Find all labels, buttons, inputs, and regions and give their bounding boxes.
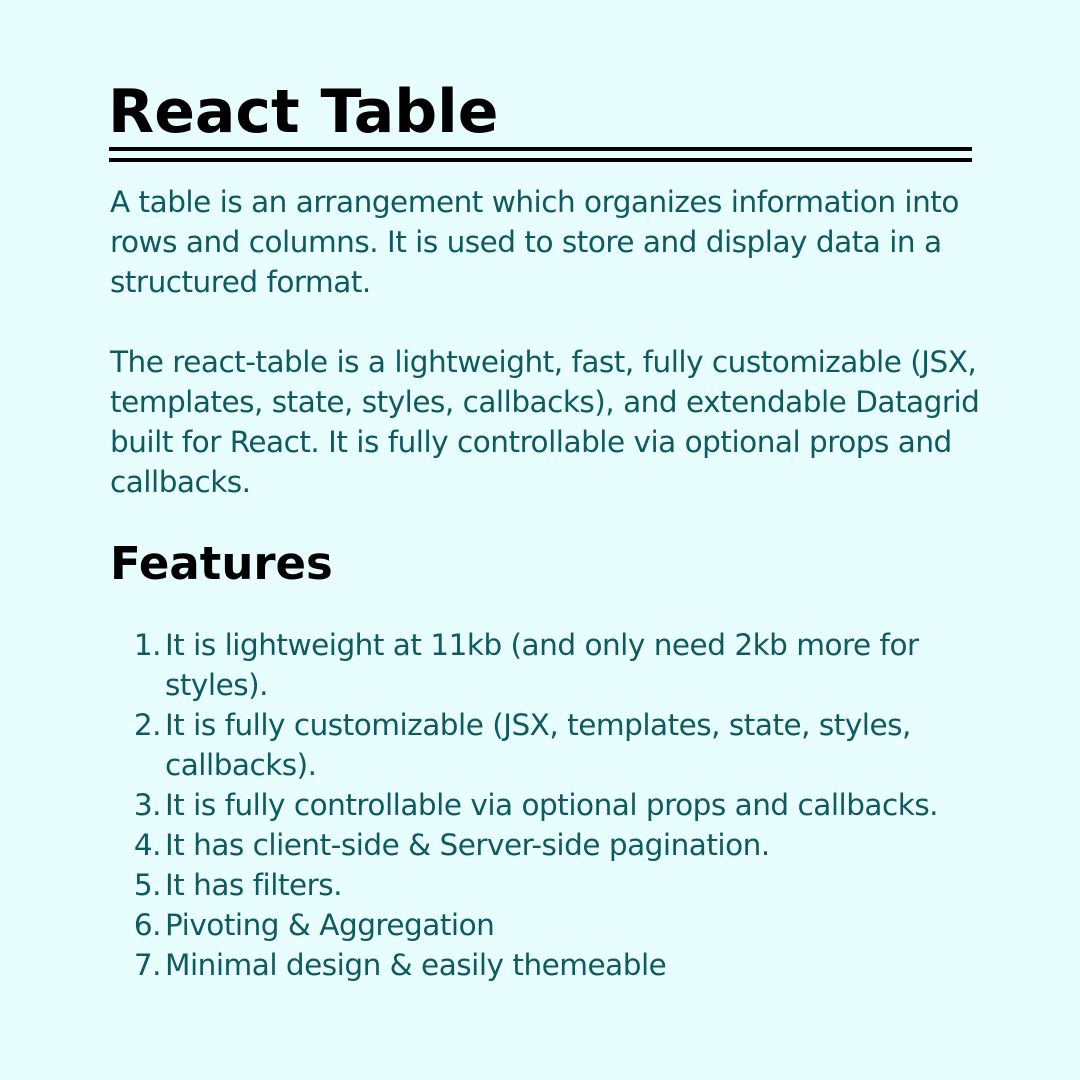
features-heading: Features — [110, 537, 333, 590]
page-title: React Table — [108, 77, 499, 147]
feature-item-7 — [110, 945, 940, 985]
feature-number: 1. — [133, 628, 161, 662]
feature-item-4 — [110, 825, 940, 865]
intro-paragraph-table-definition: A table is an arrangement which organizes information into rows and columns. It is used to store and display data in a structured format. — [110, 185, 959, 299]
feature-text: Pivoting & Aggregation — [165, 908, 495, 942]
feature-number: 3. — [133, 788, 161, 822]
feature-text: It has client-side & Server-side pagination. — [165, 828, 770, 862]
feature-item-2 — [110, 705, 940, 785]
feature-number: 4. — [133, 828, 161, 862]
feature-text: Minimal design & easily themeable — [165, 948, 667, 982]
feature-number: 7. — [133, 948, 161, 982]
feature-item-3 — [110, 785, 940, 825]
title-underline-top — [109, 147, 972, 151]
feature-text: It is lightweight at 11kb (and only need 2kb more for styles). — [165, 628, 919, 702]
feature-text: It has filters. — [165, 868, 343, 902]
feature-number: 5. — [133, 868, 161, 902]
features-list — [110, 625, 940, 985]
title-underline-bottom — [109, 158, 972, 162]
intro-paragraph-react-table-description: The react-table is a lightweight, fast, fully customizable (JSX, templates, state, styles, callbacks), and extendable Datagrid built for React. It is fully controllable via optional props and callbacks. — [110, 345, 980, 499]
feature-item-6 — [110, 905, 940, 945]
feature-text: It is fully customizable (JSX, templates, state, styles, callbacks). — [165, 708, 911, 782]
feature-text: It is fully controllable via optional props and callbacks. — [165, 788, 939, 822]
feature-number: 6. — [133, 908, 161, 942]
feature-item-1 — [110, 625, 940, 705]
feature-item-5 — [110, 865, 940, 905]
feature-number: 2. — [133, 708, 161, 742]
